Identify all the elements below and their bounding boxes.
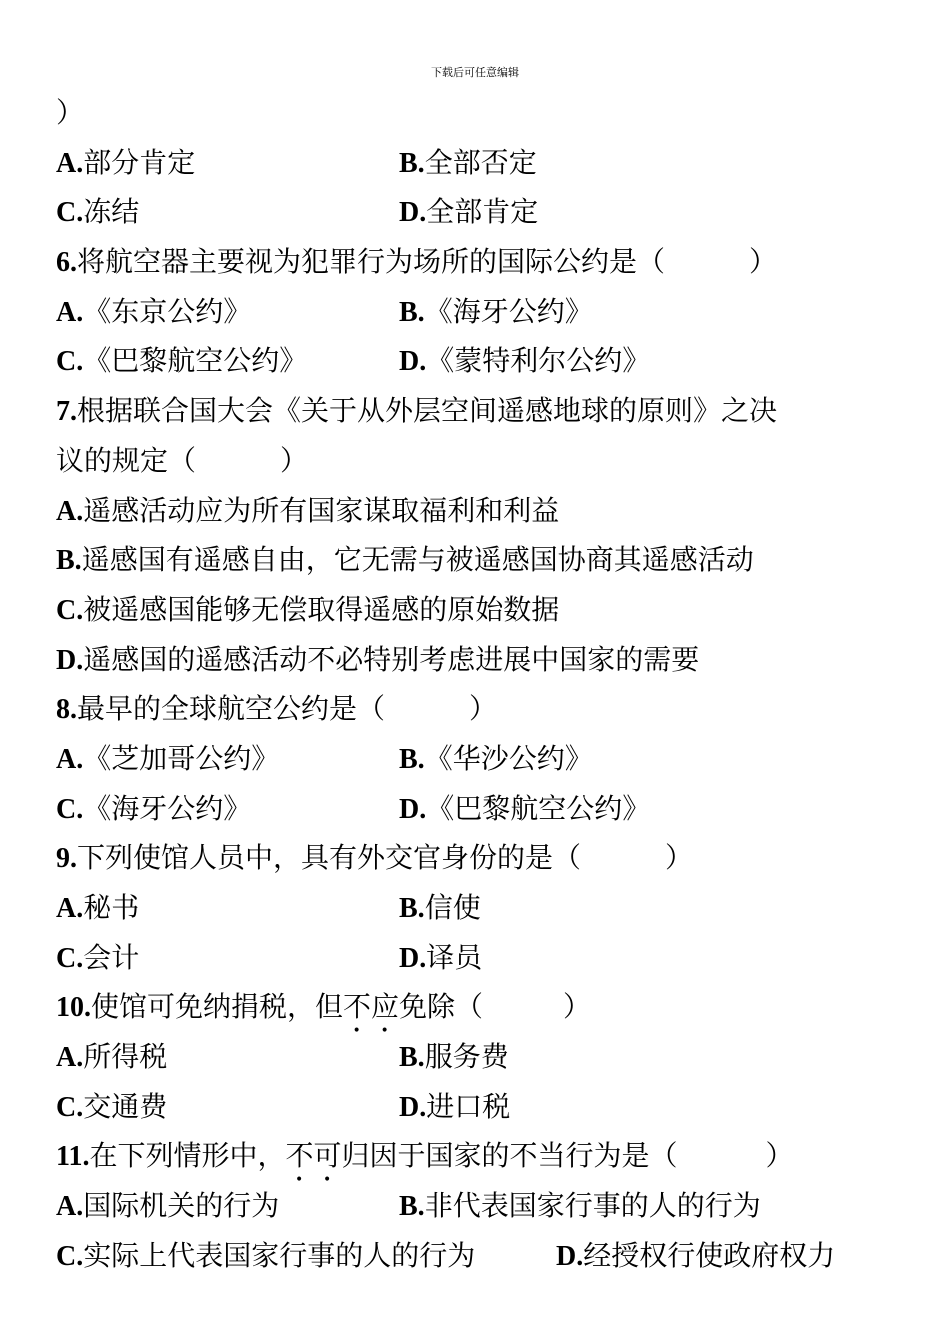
document-body — [56, 88, 916, 1281]
q5-option-b[interactable]: B.全部否定 — [399, 145, 537, 179]
q6-option-a[interactable]: A.《东京公约》 — [56, 294, 252, 328]
q9-option-d[interactable]: D.译员 — [399, 940, 483, 974]
q7-stem-line-2: 议的规定（ ） — [56, 443, 309, 477]
q11-option-a[interactable]: A.国际机关的行为 — [56, 1189, 280, 1223]
q8-stem: 8.最早的全球航空公约是（ ） — [56, 692, 498, 726]
page-header: 下载后可任意编辑 — [431, 66, 519, 79]
q10-options-row-1 — [56, 1032, 916, 1082]
q6-options-row-2 — [56, 336, 916, 386]
q7-stem-line-1: 7.根据联合国大会《关于从外层空间遥感地球的原则》之决 — [56, 394, 778, 428]
q11-option-b[interactable]: B.非代表国家行事的人的行为 — [399, 1189, 761, 1223]
q5-option-d[interactable]: D.全部肯定 — [399, 195, 539, 229]
q11-option-d[interactable]: D.经授权行使政府权力 — [556, 1238, 836, 1272]
q6-option-d[interactable]: D.《蒙特利尔公约》 — [399, 344, 651, 378]
q7-option-b[interactable]: B.遥感国有遥感自由，它无需与被遥感国协商其遥感活动 — [56, 543, 754, 577]
q11-stem: 11.在下列情形中，不可归因于国家的不当行为是（ ） — [56, 1139, 794, 1173]
q8-option-b[interactable]: B.《华沙公约》 — [399, 741, 593, 775]
q11-option-c[interactable]: C.实际上代表国家行事的人的行为 — [56, 1238, 476, 1272]
q10-stem: 10.使馆可免纳捐税，但不应免除（ ） — [56, 990, 592, 1024]
q5-options-row-1 — [56, 138, 916, 188]
q8-options-row-2 — [56, 784, 916, 834]
q6-options-row-1 — [56, 287, 916, 337]
q9-option-c[interactable]: C.会计 — [56, 940, 140, 974]
closing-paren: ） — [56, 96, 85, 129]
q7-option-a[interactable]: A.遥感活动应为所有国家谋取福利和利益 — [56, 493, 560, 527]
q6-option-b[interactable]: B.《海牙公约》 — [399, 294, 593, 328]
q9-options-row-1 — [56, 883, 916, 933]
q9-option-b[interactable]: B.信使 — [399, 891, 481, 924]
q11-options-row-1 — [56, 1181, 916, 1231]
q5-option-a[interactable]: A.部分肯定 — [56, 145, 196, 179]
q11-options-row-2 — [56, 1231, 916, 1281]
q6-option-c[interactable]: C.《巴黎航空公约》 — [56, 344, 308, 378]
q8-option-a[interactable]: A.《芝加哥公约》 — [56, 741, 280, 775]
q5-options-row-2 — [56, 187, 916, 237]
q10-option-a[interactable]: A.所得税 — [56, 1040, 168, 1074]
q9-stem: 9.下列使馆人员中，具有外交官身份的是（ ） — [56, 841, 694, 875]
q10-options-row-2 — [56, 1082, 916, 1132]
q9-options-row-2 — [56, 933, 916, 983]
q7-option-c[interactable]: C.被遥感国能够无偿取得遥感的原始数据 — [56, 592, 560, 626]
q7-option-d[interactable]: D.遥感国的遥感活动不必特别考虑进展中国家的需要 — [56, 642, 700, 676]
q10-option-b[interactable]: B.服务费 — [399, 1040, 509, 1074]
q5-option-c[interactable]: C.冻结 — [56, 195, 140, 229]
emphasis-text: 不应 — [343, 990, 400, 1024]
fragment-line — [56, 88, 916, 138]
q9-option-a[interactable]: A.秘书 — [56, 891, 140, 924]
q10-option-d[interactable]: D.进口税 — [399, 1089, 511, 1123]
q8-option-c[interactable]: C.《海牙公约》 — [56, 791, 252, 825]
q8-option-d[interactable]: D.《巴黎航空公约》 — [399, 791, 651, 825]
q6-stem: 6.将航空器主要视为犯罪行为场所的国际公约是（ ） — [56, 245, 778, 279]
q10-option-c[interactable]: C.交通费 — [56, 1089, 168, 1123]
q8-options-row-1 — [56, 734, 916, 784]
emphasis-text: 不可 — [285, 1139, 342, 1173]
